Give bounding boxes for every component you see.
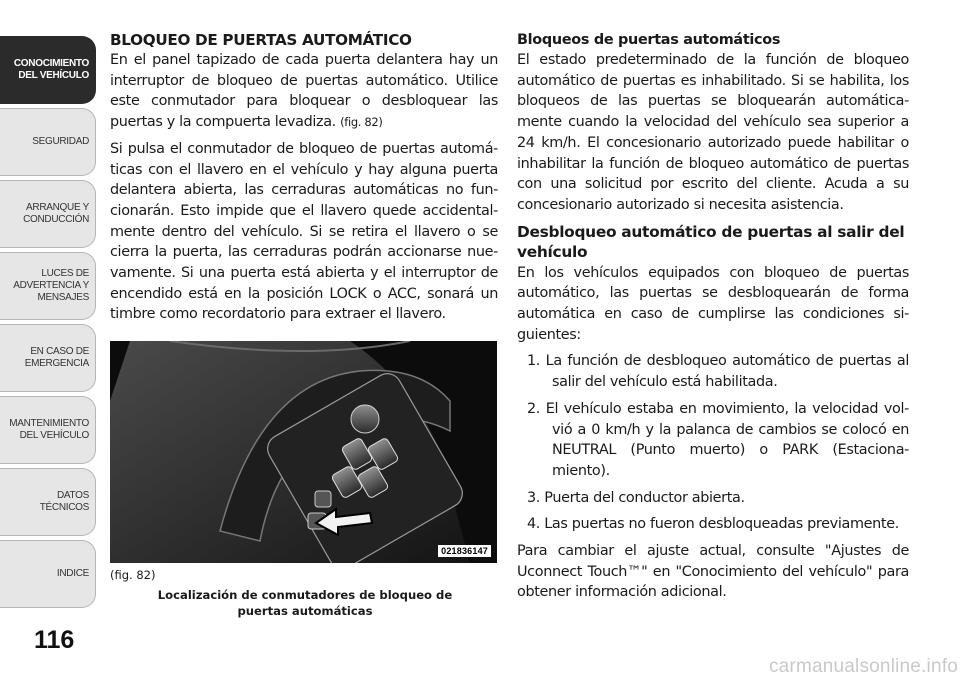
figure-label: (fig. 82) xyxy=(110,568,156,582)
door-panel-illustration xyxy=(110,341,497,563)
list-item-number: 1. xyxy=(527,353,541,370)
paragraph-default-state: El estado predeterminado de la función de bloqueo automático de puertas es inhabilitado. Si se habilita, los bloqueos de las puertas se bloquearán automática-mente cuando la velocidad del vehículo sea superior a 24 km/h. El concesionario autorizado puede habilitar o inhabilitar la función de bloqueo automático de puertas con una solicitud por escrito del cliente. Acuda a su concesionario autorizado si necesita asistencia. xyxy=(517,52,909,213)
right-column xyxy=(517,30,909,609)
list-item xyxy=(522,488,909,509)
page-number: 116 xyxy=(34,626,75,654)
paragraph-intro-text: En el panel tapizado de cada puerta delantera hay un interruptor de bloqueo de puertas automático. Utilice este conmutador para bloquear o desbloquear las puertas y la compuerta levadiza. xyxy=(110,52,498,131)
watermark: carmanualsonline.info xyxy=(768,656,958,677)
list-item xyxy=(522,351,909,392)
subheading-auto-unlock: Desbloqueo automático de puertas al salir del vehículo xyxy=(517,222,905,262)
left-column xyxy=(110,30,498,331)
list-item-number: 2. xyxy=(527,400,541,417)
figure-caption: Localización de conmutadores de bloqueo de puertas automáticas xyxy=(157,588,453,618)
chapter-sidebar xyxy=(0,0,100,678)
list-item xyxy=(522,399,909,482)
door-panel-photo xyxy=(110,341,497,563)
tab-mantenimiento[interactable]: MANTENIMIENTO DEL VEHÍCULO xyxy=(0,396,96,464)
tab-en-caso-de-emergencia[interactable]: EN CASO DE EMERGENCIA xyxy=(0,324,96,392)
tab-luces-de-advertencia[interactable]: LUCES DE ADVERTENCIA Y MENSAJES xyxy=(0,252,96,320)
tab-datos-tecnicos[interactable]: DATOS TÉCNICOS xyxy=(0,468,96,536)
list-item-number: 4. xyxy=(527,516,541,533)
list-item-number: 3. xyxy=(527,489,541,506)
list-item-text: Las puertas no fueron desbloqueadas previamente. xyxy=(544,516,899,533)
list-item-text: Puerta del conductor abierta. xyxy=(544,489,745,506)
tab-conocimiento-del-vehiculo[interactable]: CONOCIMIENTO DEL VEHÍCULO xyxy=(0,36,96,104)
figure-code: 021836147 xyxy=(438,545,491,557)
tab-seguridad[interactable]: SEGURIDAD xyxy=(0,108,96,176)
paragraph-settings-ref: Para cambiar el ajuste actual, consulte "Ajustes de Uconnect Touch™" en "Conocimiento del vehículo" para obtener información adicional. xyxy=(517,543,909,601)
list-item-text: La función de desbloqueo automático de puertas al salir del vehículo está habilitada. xyxy=(545,353,909,391)
paragraph-intro xyxy=(110,50,498,133)
paragraph-keyfob: Si pulsa el conmutador de bloqueo de puertas automá-ticas con el llavero en el vehículo y hay alguna puerta delantera abierta, las cerraduras automáticas no fun-cionarán. Esto impide que el llavero quede accidental-mente dentro del vehículo. Si se retira el llavero o se cierra la puerta, las cerraduras podrán accionarse nue-vamente. Si una puerta está abierta y el interruptor de encendido está en la posición LOCK o ACC, sonará un timbre como recordatorio para extraer el llavero. xyxy=(110,140,498,323)
list-item-text: El vehículo estaba en movimiento, la velocidad vol-vió a 0 km/h y la palanca de cambios se colocó en NEUTRAL (Punto muerto) o PARK (Estaciona-miento). xyxy=(545,400,909,479)
figure-reference[interactable]: (fig. 82) xyxy=(340,115,383,130)
subheading-auto-locks: Bloqueos de puertas automáticos xyxy=(517,32,781,48)
paragraph-conditions-intro: En los vehículos equipados con bloqueo de puertas automático, las puertas se desbloquearán de forma automática en caso de cumplirse las condiciones si-guientes: xyxy=(517,264,909,343)
tab-arranque-y-conduccion[interactable]: ARRANQUE Y CONDUCCIÓN xyxy=(0,180,96,248)
tab-indice[interactable]: INDICE xyxy=(0,540,96,608)
section-heading: BLOQUEO DE PUERTAS AUTOMÁTICO xyxy=(110,31,412,49)
conditions-list xyxy=(517,351,909,535)
list-item xyxy=(522,514,909,535)
